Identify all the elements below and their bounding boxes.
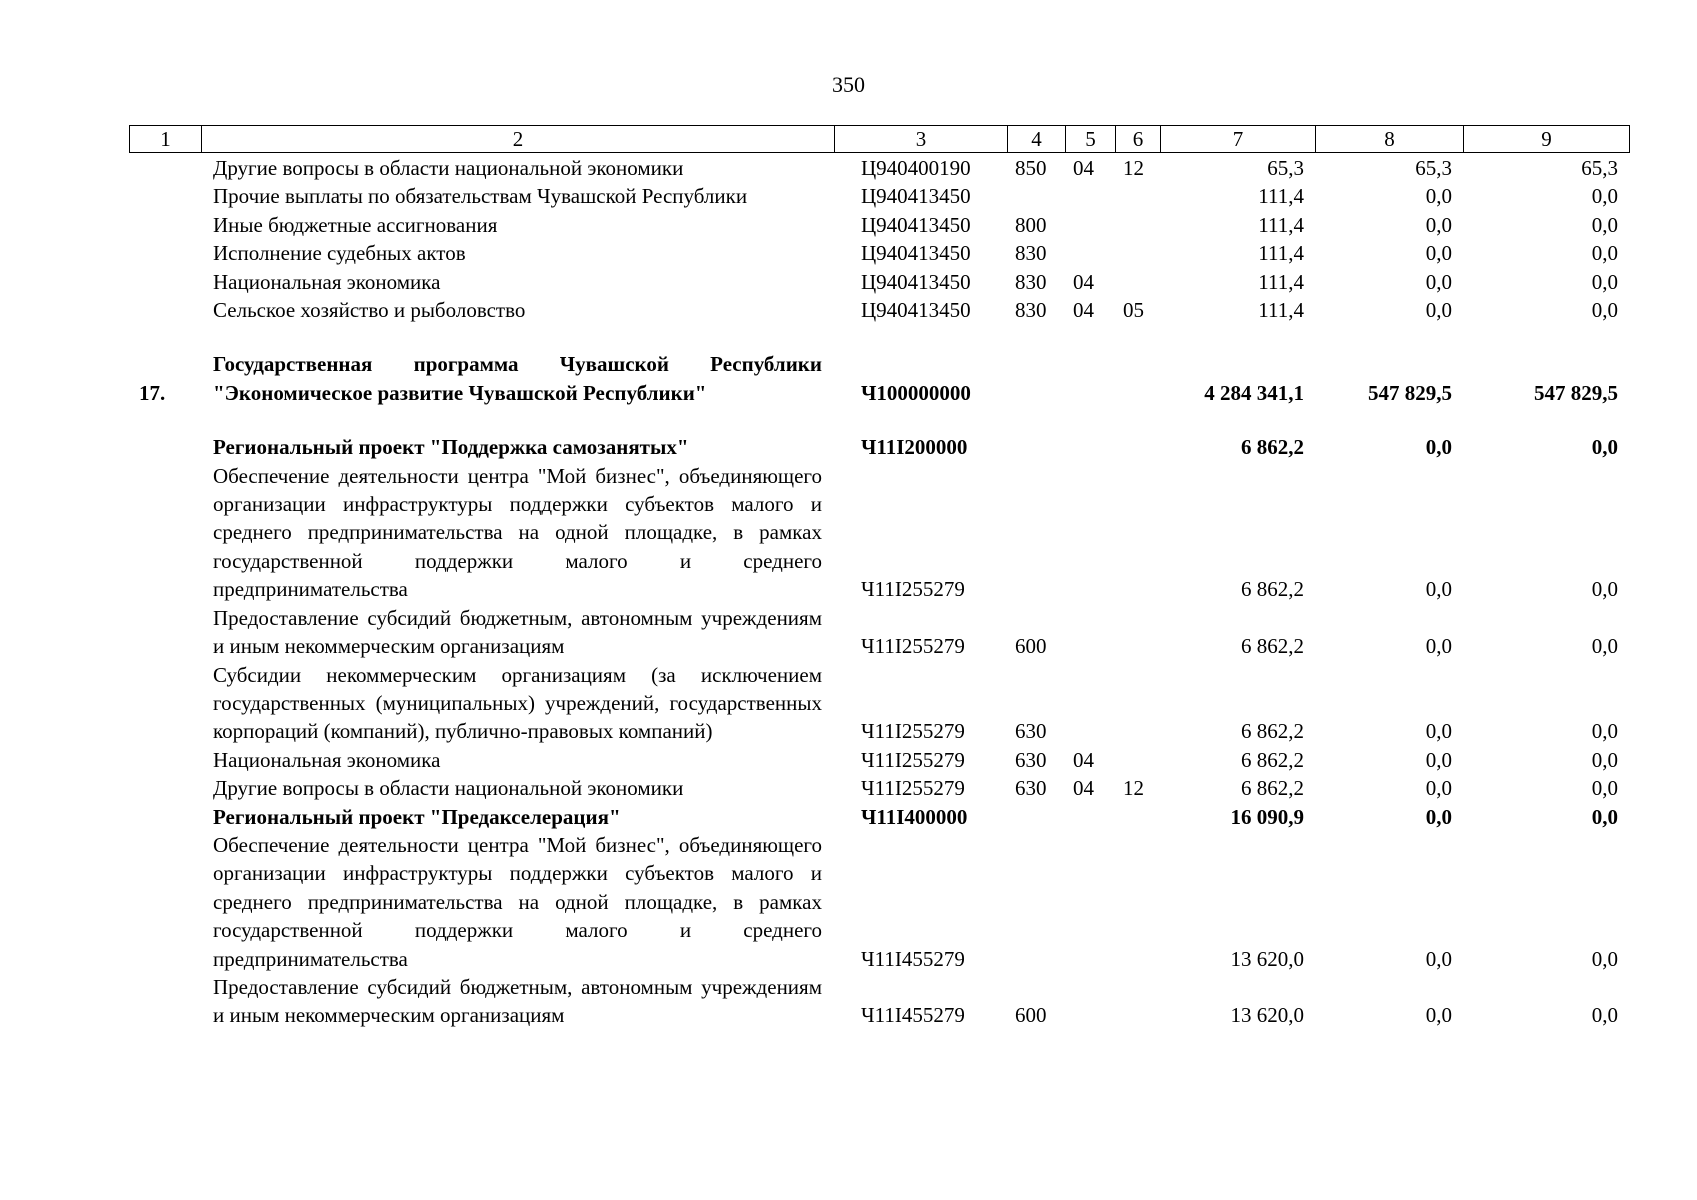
row-number xyxy=(129,803,201,831)
expense-type: 830 xyxy=(1015,298,1047,323)
target-code: Ч11I255279 xyxy=(861,577,965,602)
section: 04 xyxy=(1073,269,1094,294)
amount-col-9: 0,0 xyxy=(1591,1003,1618,1028)
target-code: Ч100000000 xyxy=(861,380,971,405)
target-code: Ч11I455279 xyxy=(861,1003,965,1028)
table-row xyxy=(129,831,1629,973)
subsection xyxy=(1115,324,1160,407)
subsection xyxy=(1115,211,1160,239)
subsection xyxy=(1115,831,1160,973)
target-code: Ч11I255279 xyxy=(861,634,965,659)
item-name: Региональный проект "Предакселерация" xyxy=(213,804,621,829)
amount-col-7: 111,4 xyxy=(1258,269,1304,294)
section xyxy=(1065,462,1115,604)
amount-col-8: 0,0 xyxy=(1425,577,1452,602)
header-cell-1: 1 xyxy=(130,126,202,153)
amount-col-9: 0,0 xyxy=(1591,946,1618,971)
target-code: Ц940413450 xyxy=(861,269,971,294)
amount-col-8: 0,0 xyxy=(1425,804,1452,829)
target-code: Ч11I255279 xyxy=(861,719,965,744)
item-name: Сельское хозяйство и рыболовство xyxy=(213,298,526,323)
table-row xyxy=(129,973,1629,1030)
section xyxy=(1065,324,1115,407)
item-name: Национальная экономика xyxy=(213,269,441,294)
amount-col-8: 0,0 xyxy=(1425,946,1452,971)
target-code: Ч11I255279 xyxy=(861,747,965,772)
expense-type: 850 xyxy=(1015,156,1047,180)
page-number: 350 xyxy=(832,72,865,97)
target-code: Ц940413450 xyxy=(861,184,971,209)
expense-type: 630 xyxy=(1015,747,1047,772)
amount-col-8: 0,0 xyxy=(1425,212,1452,237)
section xyxy=(1065,973,1115,1030)
table-row xyxy=(129,746,1629,774)
amount-col-8: 0,0 xyxy=(1425,776,1452,801)
amount-col-9: 0,0 xyxy=(1591,776,1618,801)
target-code: Ц940413450 xyxy=(861,298,971,323)
table-row xyxy=(129,462,1629,604)
subsection xyxy=(1115,661,1160,746)
budget-table-body xyxy=(129,154,1629,1030)
table-row xyxy=(129,296,1629,324)
amount-col-7: 6 862,2 xyxy=(1241,435,1304,460)
row-number xyxy=(129,831,201,973)
header-cell-7: 7 xyxy=(1161,126,1316,153)
amount-col-9: 0,0 xyxy=(1591,719,1618,744)
header-cell-2: 2 xyxy=(202,126,835,153)
budget-table xyxy=(129,154,1629,1030)
table-row xyxy=(129,604,1629,661)
amount-col-7: 16 090,9 xyxy=(1230,804,1304,829)
amount-col-9: 65,3 xyxy=(1581,156,1618,180)
target-code: Ц940413450 xyxy=(861,241,971,266)
row-number xyxy=(129,182,201,210)
expense-type xyxy=(1007,407,1065,461)
item-name: Национальная экономика xyxy=(213,747,441,772)
row-number xyxy=(129,239,201,267)
amount-col-7: 111,4 xyxy=(1258,298,1304,323)
subsection xyxy=(1115,182,1160,210)
expense-type xyxy=(1007,803,1065,831)
row-number xyxy=(129,268,201,296)
amount-col-7: 6 862,2 xyxy=(1241,577,1304,602)
section xyxy=(1065,803,1115,831)
table-row xyxy=(129,239,1629,267)
expense-type: 630 xyxy=(1015,776,1047,801)
column-header-table xyxy=(129,125,1630,153)
row-number xyxy=(129,462,201,604)
row-number xyxy=(129,604,201,661)
item-name: Исполнение судебных актов xyxy=(213,241,466,266)
target-code: Ч11I400000 xyxy=(861,804,968,829)
amount-col-9: 0,0 xyxy=(1591,298,1618,323)
amount-col-8: 0,0 xyxy=(1425,435,1452,460)
expense-type: 630 xyxy=(1015,719,1047,744)
item-name: Другие вопросы в области национальной экономики xyxy=(213,156,684,180)
subsection xyxy=(1115,407,1160,461)
amount-col-9: 0,0 xyxy=(1591,577,1618,602)
section xyxy=(1065,831,1115,973)
amount-col-9: 0,0 xyxy=(1591,747,1618,772)
amount-col-7: 13 620,0 xyxy=(1230,946,1304,971)
amount-col-7: 111,4 xyxy=(1258,212,1304,237)
section: 04 xyxy=(1073,776,1094,801)
table-row xyxy=(129,154,1629,182)
section xyxy=(1065,604,1115,661)
item-name: Региональный проект "Поддержка самозанятых" xyxy=(213,435,689,460)
target-code: Ч11I455279 xyxy=(861,946,965,971)
row-number: 17. xyxy=(139,380,166,405)
header-cell-3: 3 xyxy=(835,126,1008,153)
expense-type: 830 xyxy=(1015,241,1047,266)
amount-col-7: 6 862,2 xyxy=(1241,634,1304,659)
amount-col-8: 0,0 xyxy=(1425,184,1452,209)
row-number xyxy=(129,407,201,461)
subsection xyxy=(1115,746,1160,774)
amount-col-8: 0,0 xyxy=(1425,298,1452,323)
header-cell-5: 5 xyxy=(1066,126,1116,153)
section: 04 xyxy=(1073,747,1094,772)
target-code: Ч11I255279 xyxy=(861,776,965,801)
subsection xyxy=(1115,604,1160,661)
amount-col-7: 13 620,0 xyxy=(1230,1003,1304,1028)
amount-col-7: 6 862,2 xyxy=(1241,747,1304,772)
subsection: 05 xyxy=(1123,298,1144,323)
amount-col-9: 0,0 xyxy=(1591,184,1618,209)
amount-col-9: 0,0 xyxy=(1591,269,1618,294)
table-row xyxy=(129,661,1629,746)
table-row xyxy=(129,211,1629,239)
table-row xyxy=(129,407,1629,461)
amount-col-7: 4 284 341,1 xyxy=(1204,380,1304,405)
table-row xyxy=(129,182,1629,210)
table-row xyxy=(129,803,1629,831)
amount-col-9: 0,0 xyxy=(1591,241,1618,266)
target-code: Ц940413450 xyxy=(861,212,971,237)
amount-col-9: 0,0 xyxy=(1591,634,1618,659)
item-name: Обеспечение деятельности центра "Мой бизнес", объединяющего организации инфраструктуры поддержки субъектов малого и среднего предпринимательства на одной площадке, в рамках государственной поддержки малого и среднего предпринимательства xyxy=(213,463,822,602)
table-row xyxy=(129,324,1629,407)
item-name: Другие вопросы в области национальной экономики xyxy=(213,776,684,801)
target-code: Ч11I200000 xyxy=(861,435,968,460)
row-number xyxy=(129,774,201,802)
amount-col-9: 547 829,5 xyxy=(1534,380,1618,405)
expense-type xyxy=(1007,324,1065,407)
expense-type: 800 xyxy=(1015,212,1047,237)
amount-col-7: 6 862,2 xyxy=(1241,776,1304,801)
expense-type: 600 xyxy=(1015,1003,1047,1028)
amount-col-7: 65,3 xyxy=(1267,156,1304,180)
section xyxy=(1065,239,1115,267)
item-name: Государственная программа Чувашской Республики "Экономическое развитие Чувашской Республики" xyxy=(213,352,822,405)
subsection xyxy=(1115,268,1160,296)
subsection xyxy=(1115,803,1160,831)
section xyxy=(1065,182,1115,210)
expense-type: 830 xyxy=(1015,269,1047,294)
expense-type: 600 xyxy=(1015,634,1047,659)
subsection xyxy=(1115,239,1160,267)
amount-col-8: 65,3 xyxy=(1415,156,1452,180)
header-cell-9: 9 xyxy=(1464,126,1630,153)
subsection: 12 xyxy=(1123,156,1144,180)
amount-col-7: 6 862,2 xyxy=(1241,719,1304,744)
amount-col-9: 0,0 xyxy=(1591,804,1618,829)
section xyxy=(1065,661,1115,746)
table-row xyxy=(129,774,1629,802)
amount-col-8: 0,0 xyxy=(1425,634,1452,659)
table-row xyxy=(129,268,1629,296)
subsection xyxy=(1115,462,1160,604)
section xyxy=(1065,407,1115,461)
expense-type xyxy=(1007,182,1065,210)
amount-col-9: 0,0 xyxy=(1591,212,1618,237)
header-cell-4: 4 xyxy=(1008,126,1066,153)
item-name: Иные бюджетные ассигнования xyxy=(213,212,498,237)
row-number xyxy=(129,154,201,182)
amount-col-8: 0,0 xyxy=(1425,241,1452,266)
section: 04 xyxy=(1073,156,1094,180)
amount-col-8: 0,0 xyxy=(1425,747,1452,772)
header-row xyxy=(130,126,1630,153)
target-code: Ц940400190 xyxy=(861,156,971,180)
item-name: Субсидии некоммерческим организациям (за исключением государственных (муниципальных) учреждений, государственных корпораций (компаний), публично-правовых компаний) xyxy=(213,662,822,744)
item-name: Предоставление субсидий бюджетным, автономным учреждениям и иным некоммерческим организациям xyxy=(213,974,822,1028)
header-cell-6: 6 xyxy=(1116,126,1161,153)
row-number xyxy=(129,746,201,774)
item-name: Обеспечение деятельности центра "Мой бизнес", объединяющего организации инфраструктуры поддержки субъектов малого и среднего предпринимательства на одной площадке, в рамках государственной поддержки малого и среднего предпринимательства xyxy=(213,832,822,971)
subsection: 12 xyxy=(1123,776,1144,801)
row-number xyxy=(129,661,201,746)
row-number xyxy=(129,973,201,1030)
row-number xyxy=(129,296,201,324)
expense-type xyxy=(1007,462,1065,604)
amount-col-7: 111,4 xyxy=(1258,184,1304,209)
expense-type xyxy=(1007,831,1065,973)
section: 04 xyxy=(1073,298,1094,323)
amount-col-9: 0,0 xyxy=(1591,435,1618,460)
header-cell-8: 8 xyxy=(1316,126,1464,153)
row-number xyxy=(129,211,201,239)
amount-col-8: 0,0 xyxy=(1425,719,1452,744)
amount-col-7: 111,4 xyxy=(1258,241,1304,266)
subsection xyxy=(1115,973,1160,1030)
section xyxy=(1065,211,1115,239)
item-name: Прочие выплаты по обязательствам Чувашской Республики xyxy=(213,184,748,209)
item-name: Предоставление субсидий бюджетным, автономным учреждениям и иным некоммерческим организациям xyxy=(213,605,822,659)
amount-col-8: 0,0 xyxy=(1425,1003,1452,1028)
amount-col-8: 0,0 xyxy=(1425,269,1452,294)
amount-col-8: 547 829,5 xyxy=(1368,380,1452,405)
